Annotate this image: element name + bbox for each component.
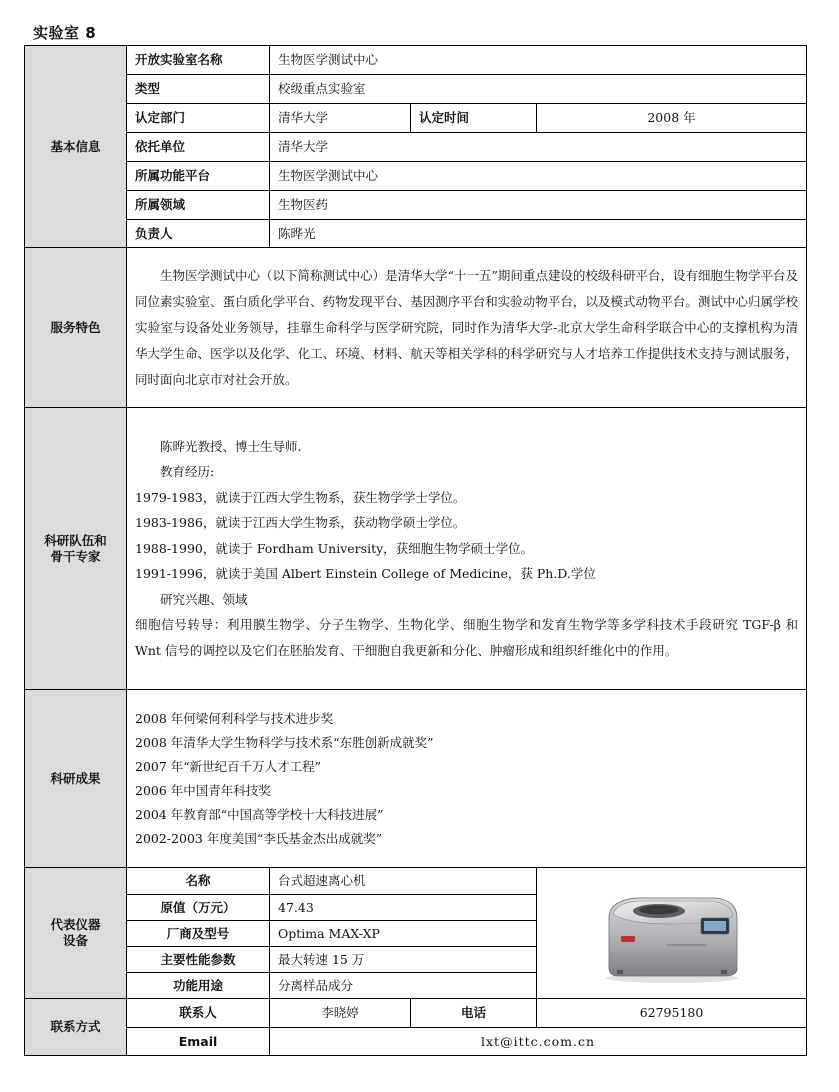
team-line: 细胞信号转导：利用膜生物学、分子生物学、生物化学、细胞生物学和发育生物学等多学科技术手段研究 TGF-β 和 Wnt 信号的调控以及它们在胚胎发育、干细胞自我更新和分化、肿瘤形成和组织纤维化中的作用。	[135, 617, 799, 658]
section-team	[25, 408, 127, 690]
value-platform: 生物医学测试中心	[270, 162, 807, 191]
value-host-unit: 清华大学	[270, 133, 807, 162]
team-line: 1991-1996，就读于美国 Albert Einstein College of Medicine，获 Ph.D.学位	[135, 566, 596, 582]
result-item: 2002-2003 年度美国“李氏基金杰出成就奖”	[135, 830, 383, 846]
label-instrument-specs: 主要性能参数	[127, 947, 270, 973]
row-platform	[25, 162, 807, 191]
row-director	[25, 220, 807, 248]
label-field: 所属领域	[127, 191, 270, 220]
team-line: 1979-1983，就读于江西大学生物系，获生物学学士学位。	[135, 489, 466, 505]
label-email: Email	[127, 1028, 270, 1056]
service-cell	[127, 248, 807, 408]
label-director: 负责人	[127, 220, 270, 248]
lab-info-table	[24, 45, 807, 1056]
result-item: 2006 年中国青年科技奖	[135, 782, 271, 798]
section-contact: 联系方式	[25, 999, 127, 1056]
result-item: 2008 年何梁何利科学与技术进步奖	[135, 710, 334, 726]
value-instrument-name: 台式超速离心机	[270, 868, 537, 895]
label-instrument-price: 原值（万元）	[127, 895, 270, 921]
value-instrument-price: 47.43	[270, 895, 537, 921]
team-cell	[127, 408, 807, 690]
result-item: 2007 年“新世纪百千万人才工程”	[135, 758, 322, 774]
label-instrument-usage: 功能用途	[127, 973, 270, 999]
value-instrument-specs: 最大转速 15 万	[270, 947, 537, 973]
row-contact-person	[25, 999, 807, 1028]
value-instrument-model: Optima MAX-XP	[270, 921, 537, 947]
row-field	[25, 191, 807, 220]
section-instrument-line2: 设备	[62, 933, 88, 948]
centrifuge-image	[597, 878, 747, 988]
section-results: 科研成果	[25, 690, 127, 868]
team-line: 研究兴趣、领域	[160, 591, 248, 607]
section-team-line2: 骨干专家	[50, 548, 101, 564]
row-lab-name	[25, 46, 807, 75]
result-item: 2004 年教育部“中国高等学校十大科技进展”	[135, 806, 384, 822]
page-title: 实验室 8	[33, 24, 97, 42]
value-cert-time: 2008 年	[537, 104, 807, 133]
label-contact-person: 联系人	[127, 999, 270, 1028]
instrument-image-cell	[537, 868, 807, 999]
section-instrument	[25, 868, 127, 999]
team-line: 教育经历:	[160, 464, 215, 480]
section-service: 服务特色	[25, 248, 127, 408]
value-cert-dept: 清华大学	[270, 104, 411, 133]
label-cert-dept: 认定部门	[127, 104, 270, 133]
team-line: 1983-1986，就读于江西大学生物系，获动物学硕士学位。	[135, 515, 466, 531]
value-field: 生物医药	[270, 191, 807, 220]
value-contact-person: 李晓婷	[270, 999, 411, 1028]
row-service	[25, 248, 807, 408]
value-director: 陈晔光	[270, 220, 807, 248]
row-instrument-name	[25, 868, 807, 895]
row-type	[25, 75, 807, 104]
label-cert-time: 认定时间	[411, 104, 537, 133]
value-email: lxt@ittc.com.cn	[270, 1028, 807, 1056]
row-cert-dept	[25, 104, 807, 133]
value-phone: 62795180	[537, 999, 807, 1028]
section-team-line1: 科研队伍和	[44, 532, 107, 548]
label-lab-name: 开放实验室名称	[127, 46, 270, 75]
results-cell	[127, 690, 807, 868]
row-results	[25, 690, 807, 868]
label-host-unit: 依托单位	[127, 133, 270, 162]
team-line: 1988-1990，就读于 Fordham University，获细胞生物学硕士学位。	[135, 540, 534, 556]
row-team	[25, 408, 807, 690]
row-email	[25, 1028, 807, 1056]
service-text: 生物医学测试中心（以下简称测试中心）是清华大学“十一五”期间重点建设的校级科研平台，设有细胞生物学平台及同位素实验室、蛋白质化学平台、药物发现平台、基因测序平台和实验动物平台，以及模式动物平台。测试中心归属学校实验室与设备处业务领导，挂靠生命科学与医学研究院，同时作为清华大学-北京大学生命科学联合中心的支撑机构为清华大学生命、医学以及化学、化工、环境、材料、航天等相关学科的科学研究与人才培养工作提供技术支持与测试服务，同时面向北京市对社会开放。	[135, 267, 799, 387]
value-lab-name: 生物医学测试中心	[270, 46, 807, 75]
result-item: 2008 年清华大学生物科学与技术系“东胜创新成就奖”	[135, 734, 434, 750]
row-host-unit	[25, 133, 807, 162]
label-type: 类型	[127, 75, 270, 104]
section-basic-info: 基本信息	[25, 46, 127, 248]
label-instrument-model: 厂商及型号	[127, 921, 270, 947]
label-platform: 所属功能平台	[127, 162, 270, 191]
label-instrument-name: 名称	[127, 868, 270, 895]
value-instrument-usage: 分离样品成分	[270, 973, 537, 999]
section-instrument-line1: 代表仪器	[50, 917, 101, 933]
value-type: 校级重点实验室	[270, 75, 807, 104]
team-line: 陈晔光教授、博士生导师.	[160, 438, 302, 454]
label-phone: 电话	[411, 999, 537, 1028]
